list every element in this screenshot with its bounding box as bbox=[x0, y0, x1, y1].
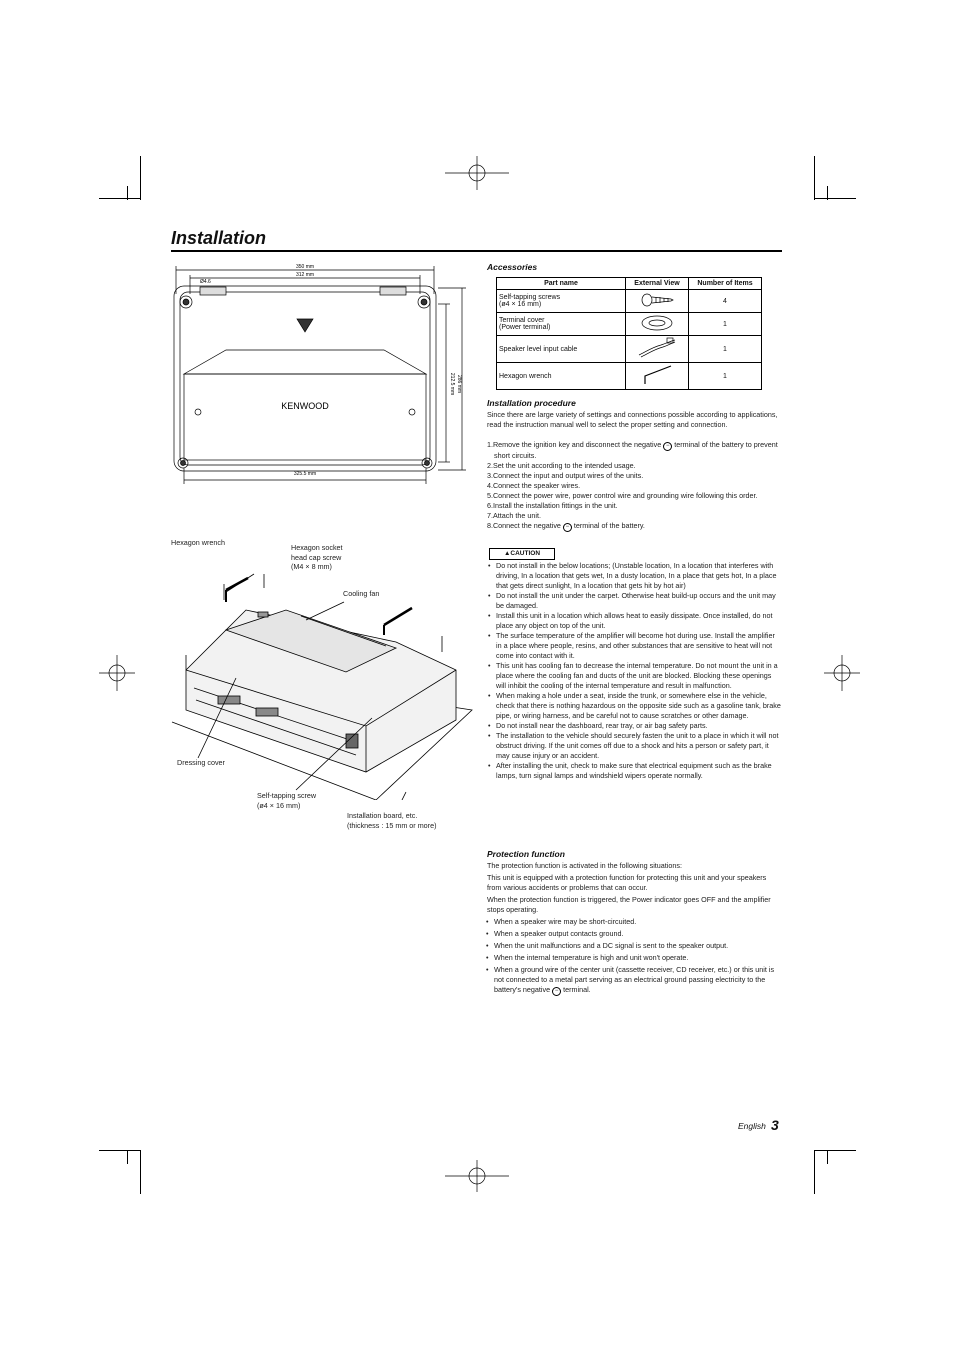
list-item: • After installing the unit, check to make sure that electrical equipment such as the brake lamps, turn signal lamps and windshield wipers operate normally. bbox=[486, 761, 782, 781]
minus-circle-icon: − bbox=[663, 442, 672, 451]
list-item: • The installation to the vehicle should securely fasten the unit to a place in which it will not obstruct driving. If the unit comes off due to a shock and hits a person or safety part, it may cause injury or an accident. bbox=[486, 731, 782, 761]
dim-212: 212.5 mm bbox=[449, 372, 455, 396]
label-hexagon-wrench: Hexagon wrench bbox=[171, 538, 225, 547]
protection-heading: Protection function bbox=[487, 849, 565, 859]
procedure-step: 4.Connect the speaker wires. bbox=[487, 481, 581, 490]
dim-hole: Ø4.6 bbox=[200, 279, 211, 285]
part-name-cell: Speaker level input cable bbox=[497, 336, 626, 363]
dim-286: 286 mm bbox=[456, 374, 462, 394]
procedure-step: 7.Attach the unit. bbox=[487, 511, 541, 520]
col-number-of-items: Number of Items bbox=[689, 278, 762, 290]
protection-p2: This unit is equipped with a protection function for protecting this unit and your speakers from various accidents or problems that can occur. bbox=[487, 873, 767, 892]
title-rule bbox=[171, 250, 782, 252]
page-number: 3 bbox=[771, 1117, 779, 1133]
procedure-step: 2.Set the unit according to the intended usage. bbox=[487, 461, 636, 470]
list-item: • When the unit malfunctions and a DC signal is sent to the speaker output. bbox=[484, 941, 782, 951]
accessories-heading: Accessories bbox=[487, 262, 538, 272]
table-row bbox=[497, 313, 762, 336]
list-item: • When a speaker output contacts ground. bbox=[484, 929, 782, 939]
table-row bbox=[497, 290, 762, 313]
dim-325: 325.5 mm bbox=[293, 471, 317, 477]
procedure-intro: Since there are large variety of settings and connections possible according to applications, read the instruction manual well to select the proper setting and connection. bbox=[487, 410, 778, 429]
list-item: • When making a hole under a seat, inside the trunk, or somewhere else in the vehicle, check that there is nothing hazardous on the opposite side such as a gasoline tank, brake pipe, or wiring harness, and be careful not to cause scratches or other damage. bbox=[486, 691, 782, 721]
procedure-step: 3.Connect the input and output wires of the units. bbox=[487, 471, 644, 480]
part-name-cell: Hexagon wrench bbox=[497, 363, 626, 390]
dim-312: 312 mm bbox=[295, 272, 315, 278]
count-cell: 1 bbox=[689, 363, 762, 390]
table-header-row bbox=[497, 278, 762, 290]
part-name-cell: Self-tapping screws (ø4 × 16 mm) bbox=[497, 290, 626, 313]
count-cell: 4 bbox=[689, 290, 762, 313]
label-self-tapping-screw: Self-tapping screw (ø4 × 16 mm) bbox=[257, 791, 317, 810]
minus-circle-icon: − bbox=[563, 523, 572, 532]
protection-p3: When the protection function is triggered, the Power indicator goes OFF and the amplifier stops operating. bbox=[487, 895, 771, 914]
cable-icon bbox=[626, 336, 689, 363]
col-part-name: Part name bbox=[497, 278, 626, 290]
page-title: Installation bbox=[171, 228, 267, 248]
list-item: • Do not install the unit under the carpet. Otherwise heat build-up occurs and the unit may be damaged. bbox=[486, 591, 782, 611]
list-item: • When the internal temperature is high and unit won't operate. bbox=[484, 953, 782, 963]
count-cell: 1 bbox=[689, 336, 762, 363]
terminal-cover-icon bbox=[626, 313, 689, 336]
procedure-steps bbox=[487, 440, 782, 532]
list-item: • Do not install near the dashboard, rear tray, or air bag safety parts. bbox=[486, 721, 782, 731]
label-installation-board: Installation board, etc. (thickness : 15 mm or more) bbox=[347, 811, 437, 830]
dimension-drawing bbox=[166, 258, 472, 490]
dim-350: 350 mm bbox=[295, 264, 315, 270]
table-row bbox=[497, 363, 762, 390]
protection-list bbox=[484, 917, 782, 996]
footer-language: English bbox=[738, 1121, 766, 1131]
count-cell: 1 bbox=[689, 313, 762, 336]
caution-list bbox=[486, 561, 782, 781]
table-row bbox=[497, 336, 762, 363]
list-item: • Install this unit in a location which allows heat to easily dissipate. Once installed, do not place any object on top of the unit. bbox=[486, 611, 782, 631]
procedure-step: 1.Remove the ignition key and disconnect the negative − terminal of the battery to prevent short circuits. bbox=[487, 440, 778, 460]
hex-wrench-icon bbox=[626, 363, 689, 390]
list-item: • This unit has cooling fan to decrease the internal temperature. Do not mount the unit in a place where the cooling fan and ducts of the unit are blocked. Blocking these openings will inhibit the cooling of the internal temperature and result in malfunction. bbox=[486, 661, 782, 691]
list-item: • When a speaker wire may be short-circuited. bbox=[484, 917, 782, 927]
label-hex-socket-screw: Hexagon socket head cap screw (M4 × 8 mm) bbox=[291, 543, 343, 571]
col-external-view: External View bbox=[626, 278, 689, 290]
procedure-step: 5.Connect the power wire, power control wire and grounding wire following this order. bbox=[487, 491, 758, 500]
warning-icon: ▲ bbox=[503, 550, 511, 557]
list-item: • When a ground wire of the center unit (cassette receiver, CD receiver, etc.) or this unit is not connected to a metal part serving as an electrical ground passing electricity to the battery's negative − terminal. bbox=[484, 965, 782, 996]
caution-badge: ▲CAUTION bbox=[489, 548, 555, 560]
accessories-table bbox=[496, 277, 762, 390]
procedure-heading: Installation procedure bbox=[487, 398, 576, 408]
brand-logo: KENWOOD bbox=[281, 401, 329, 411]
minus-circle-icon: − bbox=[552, 987, 561, 996]
list-item: • The surface temperature of the amplifier will become hot during use. Install the amplifier in a place where people, resins, and other substances that are sensitive to heat will not come into contact with it. bbox=[486, 631, 782, 661]
procedure-step: 8.Connect the negative − terminal of the battery. bbox=[487, 521, 645, 530]
screw-icon bbox=[626, 290, 689, 313]
procedure-step: 6.Install the installation fittings in the unit. bbox=[487, 501, 618, 510]
protection-p1: The protection function is activated in the following situations: bbox=[487, 861, 682, 870]
list-item: • Do not install in the below locations; (Unstable location, In a location that interferes with driving, In a location that gets wet, In a dusty location, In a place that gets hot, In a place that gets direct sunlight, In a location that gets hit by hot air) bbox=[486, 561, 782, 591]
label-dressing-cover: Dressing cover bbox=[177, 758, 225, 767]
part-name-cell: Terminal cover (Power terminal) bbox=[497, 313, 626, 336]
label-cooling-fan: Cooling fan bbox=[343, 589, 380, 598]
